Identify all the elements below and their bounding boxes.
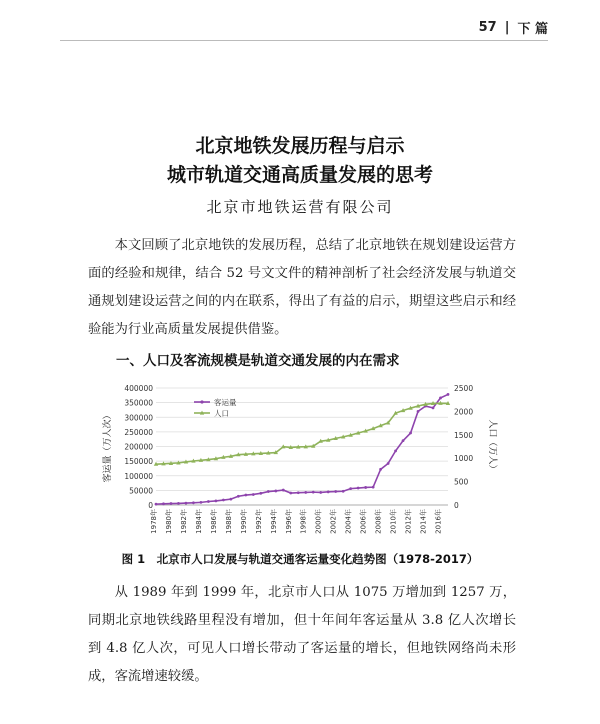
article-author: 北京市地铁运营有限公司: [206, 198, 394, 216]
x-tick-label: 1992年: [254, 509, 263, 534]
y-left-tick-label: 100000: [124, 471, 153, 481]
y-right-axis-title: 人口（万人）: [487, 419, 497, 474]
y-right-tick-label: 1000: [454, 454, 474, 464]
y-right-tick-label: 2000: [454, 407, 474, 417]
data-point-ridership: [357, 487, 360, 490]
data-point-ridership: [244, 494, 247, 497]
data-point-ridership: [334, 490, 337, 493]
data-point-ridership: [432, 406, 435, 409]
data-point-ridership: [185, 502, 188, 505]
data-point-ridership: [237, 495, 240, 498]
y-left-tick-label: 350000: [124, 398, 153, 408]
page-header: [479, 18, 548, 37]
abstract-paragraph: 本文回顾了北京地铁的发展历程，总结了北京地铁在规划建设运营方面的经验和规律，结合 52 号文文件的精神剖析了社会经济发展与轨道交通规划建设运营之间的内在联系，得出了有益的启示，期望这些启示和经验能为行业高质量发展提供借鉴。: [88, 238, 516, 337]
x-tick-label: 1978年: [150, 509, 158, 534]
x-tick-label: 2000年: [314, 509, 323, 534]
section-heading: 一、人口及客流规模是轨道交通发展的内在需求: [116, 353, 400, 369]
y-left-axis-title: 客运量（万人次）: [103, 410, 113, 483]
data-point-ridership: [297, 491, 300, 494]
x-tick-label: 1990年: [239, 509, 248, 534]
x-tick-label: 1980年: [164, 509, 173, 534]
data-point-ridership: [267, 490, 270, 493]
data-point-ridership: [229, 498, 232, 501]
page-number: 57: [478, 20, 497, 35]
data-point-ridership: [200, 501, 203, 504]
data-point-ridership: [349, 487, 352, 490]
article-subtitle: 城市轨道交通高质量发展的思考: [166, 164, 433, 186]
data-point-ridership: [192, 501, 195, 504]
y-left-tick-label: 0: [148, 501, 153, 510]
legend-marker: [200, 400, 203, 403]
data-point-ridership: [319, 491, 322, 494]
x-tick-label: 2016年: [434, 509, 443, 534]
header-rule: [60, 40, 548, 41]
data-point-ridership: [394, 449, 397, 452]
data-point-ridership: [259, 492, 262, 495]
data-point-ridership: [342, 490, 345, 493]
y-right-tick-label: 500: [454, 477, 469, 487]
data-point-ridership: [379, 468, 382, 471]
y-left-tick-label: 300000: [124, 413, 153, 423]
x-tick-label: 1982年: [179, 509, 188, 534]
figure-chart: [98, 380, 498, 540]
x-tick-label: 1994年: [269, 509, 278, 534]
data-point-ridership: [282, 489, 285, 492]
data-point-ridership: [274, 490, 277, 493]
data-point-ridership: [372, 486, 375, 489]
y-right-tick-label: 1500: [454, 430, 474, 440]
body-paragraph: 从 1989 年到 1999 年，北京市人口从 1075 万增加到 1257 万，同期北京地铁线路里程没有增加，但十年间年客运量从 3.8 亿人次增长到 4.8 亿人次，可见人口增长带动了客运量的增长，但地铁网络尚未形成，客流增速较缓。: [88, 585, 516, 684]
article-title: 北京地铁发展历程与启示: [195, 135, 405, 157]
header-separator: |: [504, 20, 510, 35]
data-point-ridership: [409, 432, 412, 435]
x-tick-label: 2006年: [359, 509, 368, 534]
legend-label: 客运量: [214, 398, 237, 407]
data-point-ridership: [387, 462, 390, 465]
data-point-ridership: [252, 493, 255, 496]
x-tick-label: 2002年: [329, 509, 338, 534]
x-tick-label: 2014年: [419, 509, 428, 534]
x-tick-label: 1998年: [299, 509, 308, 534]
x-tick-label: 1996年: [284, 509, 293, 534]
y-right-tick-label: 2500: [454, 384, 474, 393]
data-point-ridership: [402, 439, 405, 442]
data-point-ridership: [417, 410, 420, 413]
data-point-ridership: [439, 397, 442, 400]
figure-caption: 图 1 北京市人口发展与轨道交通客运量变化趋势图（1978-2017）: [121, 552, 479, 566]
x-tick-label: 2004年: [344, 509, 353, 534]
data-point-ridership: [207, 500, 210, 503]
x-tick-label: 1986年: [209, 509, 218, 534]
y-right-tick-label: 0: [454, 501, 459, 510]
section-label: 下 篇: [517, 22, 548, 37]
y-left-tick-label: 200000: [124, 442, 153, 452]
data-point-ridership: [170, 502, 173, 505]
data-point-ridership: [222, 499, 225, 502]
x-tick-label: 2012年: [404, 509, 413, 534]
data-point-ridership: [214, 500, 217, 503]
y-left-tick-label: 150000: [124, 457, 153, 467]
x-tick-label: 2008年: [374, 509, 383, 534]
data-point-ridership: [162, 502, 165, 505]
data-point-ridership: [447, 393, 450, 396]
data-point-ridership: [364, 486, 367, 489]
data-point-ridership: [327, 490, 330, 493]
y-left-tick-label: 250000: [124, 427, 153, 437]
x-tick-label: 1988年: [224, 509, 233, 534]
data-point-ridership: [155, 503, 158, 506]
data-point-ridership: [289, 492, 292, 495]
data-point-ridership: [304, 491, 307, 494]
line-chart: [98, 380, 498, 540]
data-point-ridership: [312, 491, 315, 494]
y-left-tick-label: 50000: [129, 486, 153, 496]
legend-label: 人口: [214, 409, 229, 418]
x-tick-label: 2010年: [389, 509, 398, 534]
x-tick-label: 1984年: [194, 509, 203, 534]
data-point-ridership: [177, 502, 180, 505]
y-left-tick-label: 400000: [124, 384, 153, 393]
